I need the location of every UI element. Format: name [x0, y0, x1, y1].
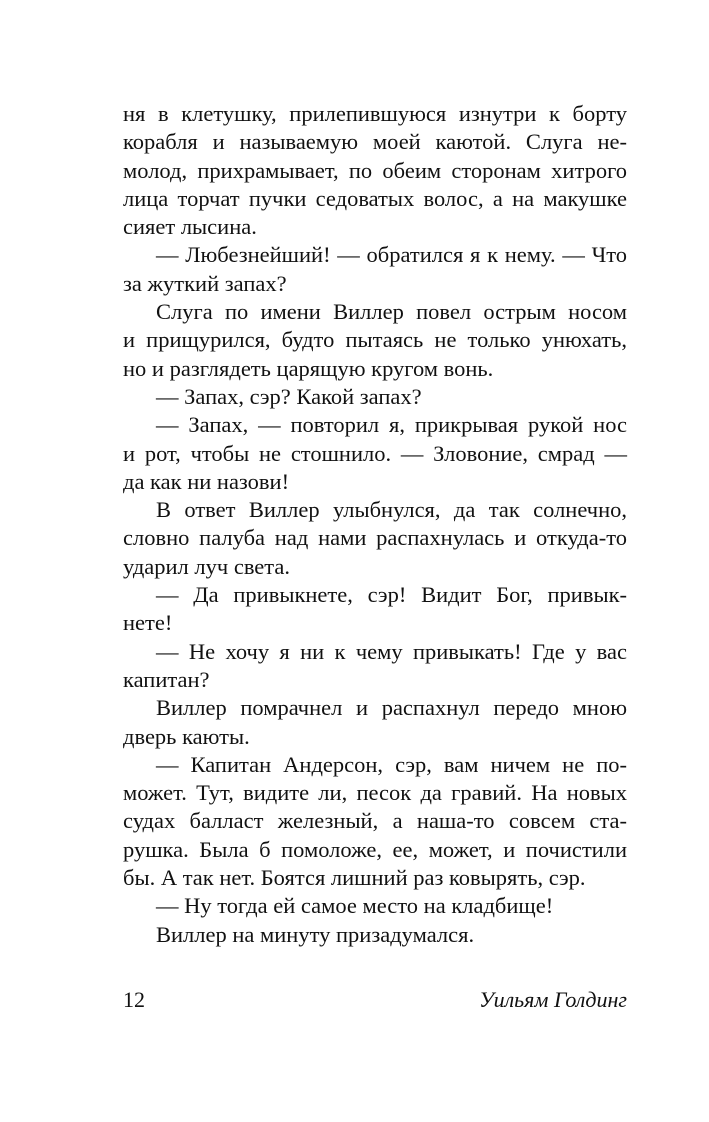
text-line: сияет лысина.: [123, 214, 257, 240]
text-line: капитан?: [123, 666, 210, 692]
text-line: судах балласт железный, а наша-то совсем ста-: [123, 808, 627, 834]
text-line: — Любезнейший! — обратился я к нему. — Что: [156, 242, 627, 268]
text-line: за жуткий запах?: [123, 270, 287, 296]
page-body-text: [123, 100, 627, 949]
text-line: — Ну тогда ей самое место на кладбище!: [156, 893, 554, 919]
text-line: ня в клетушку, прилепившуюся изнутри к борту: [123, 101, 627, 126]
page-number: 12: [123, 987, 145, 1012]
text-line: ударил луч света.: [123, 553, 291, 579]
text-line: корабля и называемую моей каютой. Слуга не-: [123, 129, 627, 155]
text-line: и прищурился, будто пытаясь не только унюхать,: [123, 327, 627, 353]
text-line: молод, прихрамывает, по обеим сторонам хитрого: [123, 157, 627, 183]
text-line: — Не хочу я ни к чему привыкать! Где у вас: [156, 638, 627, 664]
text-line: словно палуба над нами распахнулась и откуда-то: [123, 525, 627, 551]
page-footer: [123, 985, 627, 1015]
text-line: дверь каюты.: [123, 723, 250, 749]
text-line: — Да привыкнете, сэр! Видит Бог, привык-: [156, 582, 627, 608]
text-line: — Запах, — повторил я, прикрывая рукой нос: [156, 412, 627, 438]
running-footer-author: Уильям Голдинг: [479, 987, 627, 1012]
text-line: рушка. Была б помоложе, ее, может, и почистили: [123, 836, 627, 862]
text-line: лица торчат пучки седоватых волос, а на макушке: [123, 185, 627, 211]
text-line: но и разглядеть царящую кругом вонь.: [123, 355, 494, 381]
text-line: да как ни назови!: [123, 468, 290, 494]
text-line: — Капитан Андерсон, сэр, вам ничем не по-: [156, 751, 627, 777]
text-line: и рот, чтобы не стошнило. — Зловоние, смрад —: [123, 440, 627, 466]
text-line: может. Тут, видите ли, песок да гравий. На новых: [123, 780, 627, 806]
text-line: Виллер помрачнел и распахнул передо мною: [156, 695, 627, 721]
text-line: Слуга по имени Виллер повел острым носом: [156, 299, 627, 325]
text-line: — Запах, сэр? Какой запах?: [156, 383, 422, 409]
text-line: Виллер на минуту призадумался.: [156, 921, 475, 947]
text-line: бы. А так нет. Боятся лишний раз ковырять, сэр.: [123, 865, 586, 891]
text-line: В ответ Виллер улыбнулся, да так солнечно,: [156, 497, 627, 523]
text-line: нете!: [123, 610, 173, 636]
